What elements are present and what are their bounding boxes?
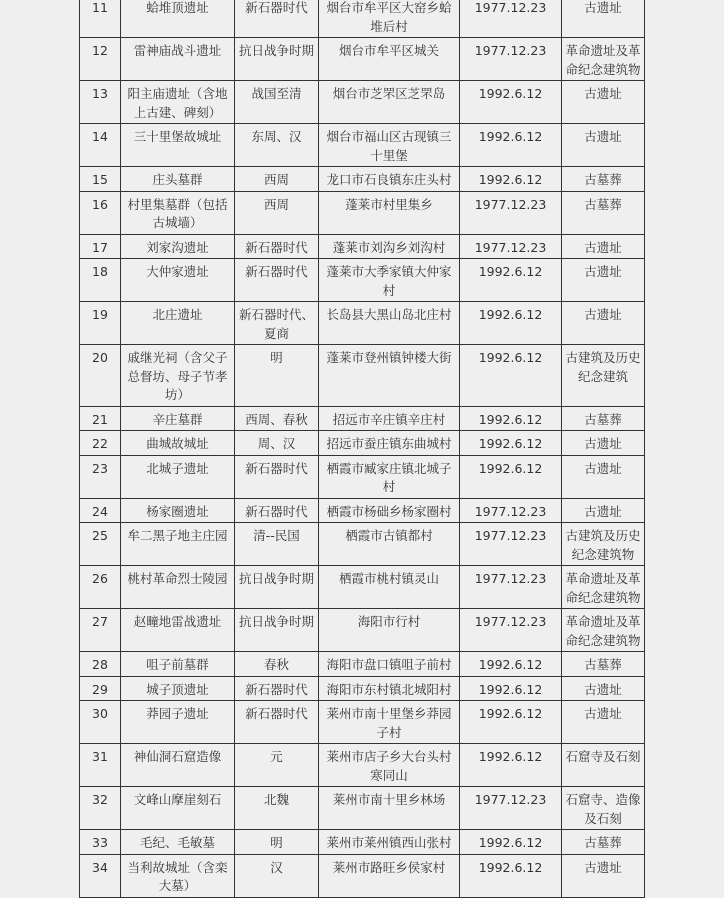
category-cell: 革命遗址及革命纪念建筑物 — [562, 38, 645, 81]
announced-date-cell: 1992.6.12 — [460, 406, 562, 431]
site-name-cell: 阳主庙遗址（含地上古建、碑刻） — [121, 81, 235, 124]
category-cell: 古建筑及历史纪念建筑物 — [562, 523, 645, 566]
table-row — [80, 744, 645, 787]
row-number-cell: 26 — [80, 566, 121, 609]
announced-date-cell: 1992.6.12 — [460, 652, 562, 677]
site-name-cell: 城子顶遗址 — [121, 676, 235, 701]
table-row — [80, 431, 645, 456]
announced-date-cell: 1977.12.23 — [460, 234, 562, 259]
site-name-cell: 蛤堆顶遗址 — [121, 0, 235, 38]
location-cell: 莱州市南十里堡乡莽园子村 — [319, 701, 460, 744]
table-row — [80, 609, 645, 652]
table-row — [80, 455, 645, 498]
table-row — [80, 523, 645, 566]
announced-date-cell: 1992.6.12 — [460, 701, 562, 744]
announced-date-cell: 1992.6.12 — [460, 345, 562, 407]
announced-date-cell: 1977.12.23 — [460, 0, 562, 38]
row-number-cell: 29 — [80, 676, 121, 701]
location-cell: 烟台市福山区古现镇三十里堡 — [319, 124, 460, 167]
announced-date-cell: 1977.12.23 — [460, 38, 562, 81]
row-number-cell: 22 — [80, 431, 121, 456]
row-number-cell: 32 — [80, 787, 121, 830]
announced-date-cell: 1992.6.12 — [460, 455, 562, 498]
announced-date-cell: 1992.6.12 — [460, 124, 562, 167]
category-cell: 古遗址 — [562, 259, 645, 302]
location-cell: 莱州市南十里乡林场 — [319, 787, 460, 830]
location-cell: 烟台市牟平区大窑乡蛤堆后村 — [319, 0, 460, 38]
table-row — [80, 234, 645, 259]
row-number-cell: 23 — [80, 455, 121, 498]
table-row — [80, 406, 645, 431]
site-name-cell: 北庄遗址 — [121, 302, 235, 345]
table-row — [80, 345, 645, 407]
era-cell: 新石器时代 — [235, 234, 319, 259]
announced-date-cell: 1992.6.12 — [460, 81, 562, 124]
row-number-cell: 19 — [80, 302, 121, 345]
row-number-cell: 14 — [80, 124, 121, 167]
announced-date-cell: 1977.12.23 — [460, 609, 562, 652]
category-cell: 古遗址 — [562, 431, 645, 456]
location-cell: 烟台市牟平区城关 — [319, 38, 460, 81]
announced-date-cell: 1992.6.12 — [460, 302, 562, 345]
table-body — [80, 0, 645, 897]
location-cell: 莱州市店子乡大台头村寒同山 — [319, 744, 460, 787]
site-name-cell: 北城子遗址 — [121, 455, 235, 498]
location-cell: 蓬莱市登州镇钟楼大街 — [319, 345, 460, 407]
announced-date-cell: 1992.6.12 — [460, 676, 562, 701]
table-row — [80, 498, 645, 523]
category-cell: 古遗址 — [562, 498, 645, 523]
row-number-cell: 17 — [80, 234, 121, 259]
era-cell: 抗日战争时期 — [235, 38, 319, 81]
table-row — [80, 830, 645, 855]
category-cell: 古遗址 — [562, 701, 645, 744]
row-number-cell: 27 — [80, 609, 121, 652]
category-cell: 古遗址 — [562, 854, 645, 897]
site-name-cell: 村里集墓群（包括古城墙） — [121, 191, 235, 234]
announced-date-cell: 1992.6.12 — [460, 854, 562, 897]
row-number-cell: 24 — [80, 498, 121, 523]
table-row — [80, 167, 645, 192]
announced-date-cell: 1977.12.23 — [460, 787, 562, 830]
era-cell: 新石器时代 — [235, 676, 319, 701]
site-name-cell: 咀子前墓群 — [121, 652, 235, 677]
site-name-cell: 雷神庙战斗遗址 — [121, 38, 235, 81]
announced-date-cell: 1992.6.12 — [460, 744, 562, 787]
category-cell: 古遗址 — [562, 676, 645, 701]
row-number-cell: 12 — [80, 38, 121, 81]
location-cell: 海阳市盘口镇咀子前村 — [319, 652, 460, 677]
location-cell: 栖霞市杨础乡杨家圈村 — [319, 498, 460, 523]
category-cell: 古墓葬 — [562, 406, 645, 431]
announced-date-cell: 1992.6.12 — [460, 830, 562, 855]
table-row — [80, 701, 645, 744]
category-cell: 古墓葬 — [562, 167, 645, 192]
document-page — [79, 0, 644, 893]
site-name-cell: 刘家沟遗址 — [121, 234, 235, 259]
table-row — [80, 124, 645, 167]
era-cell: 东周、汉 — [235, 124, 319, 167]
row-number-cell: 20 — [80, 345, 121, 407]
announced-date-cell: 1977.12.23 — [460, 523, 562, 566]
location-cell: 龙口市石良镇东庄头村 — [319, 167, 460, 192]
category-cell: 古遗址 — [562, 234, 645, 259]
location-cell: 海阳市行村 — [319, 609, 460, 652]
location-cell: 栖霞市臧家庄镇北城子村 — [319, 455, 460, 498]
site-name-cell: 三十里堡故城址 — [121, 124, 235, 167]
site-name-cell: 毛纪、毛敏墓 — [121, 830, 235, 855]
era-cell: 清--民国 — [235, 523, 319, 566]
site-name-cell: 桃村革命烈士陵园 — [121, 566, 235, 609]
table-row — [80, 38, 645, 81]
era-cell: 新石器时代 — [235, 259, 319, 302]
location-cell: 招远市辛庄镇辛庄村 — [319, 406, 460, 431]
era-cell: 北魏 — [235, 787, 319, 830]
site-name-cell: 莽园子遗址 — [121, 701, 235, 744]
announced-date-cell: 1992.6.12 — [460, 259, 562, 302]
location-cell: 蓬莱市村里集乡 — [319, 191, 460, 234]
era-cell: 抗日战争时期 — [235, 566, 319, 609]
category-cell: 古遗址 — [562, 302, 645, 345]
era-cell: 战国至清 — [235, 81, 319, 124]
era-cell: 春秋 — [235, 652, 319, 677]
category-cell: 古建筑及历史纪念建筑 — [562, 345, 645, 407]
location-cell: 莱州市莱州镇西山张村 — [319, 830, 460, 855]
era-cell: 抗日战争时期 — [235, 609, 319, 652]
category-cell: 石窟寺及石刻 — [562, 744, 645, 787]
row-number-cell: 21 — [80, 406, 121, 431]
site-name-cell: 曲城故城址 — [121, 431, 235, 456]
row-number-cell: 11 — [80, 0, 121, 38]
location-cell: 烟台市芝罘区芝罘岛 — [319, 81, 460, 124]
row-number-cell: 33 — [80, 830, 121, 855]
era-cell: 西周 — [235, 191, 319, 234]
category-cell: 古墓葬 — [562, 191, 645, 234]
table-row — [80, 0, 645, 38]
table-row — [80, 259, 645, 302]
era-cell: 新石器时代 — [235, 701, 319, 744]
row-number-cell: 31 — [80, 744, 121, 787]
row-number-cell: 15 — [80, 167, 121, 192]
table-row — [80, 81, 645, 124]
table-row — [80, 676, 645, 701]
table-row — [80, 191, 645, 234]
category-cell: 石窟寺、造像及石刻 — [562, 787, 645, 830]
site-name-cell: 文峰山摩崖刻石 — [121, 787, 235, 830]
site-name-cell: 戚继光祠（含父子总督坊、母子节孝坊） — [121, 345, 235, 407]
heritage-sites-table — [79, 0, 645, 898]
announced-date-cell: 1977.12.23 — [460, 498, 562, 523]
table-row — [80, 854, 645, 897]
category-cell: 古遗址 — [562, 455, 645, 498]
location-cell: 海阳市东村镇北城阳村 — [319, 676, 460, 701]
location-cell: 招远市蚕庄镇东曲城村 — [319, 431, 460, 456]
category-cell: 革命遗址及革命纪念建筑物 — [562, 609, 645, 652]
site-name-cell: 赵疃地雷战遗址 — [121, 609, 235, 652]
category-cell: 古遗址 — [562, 124, 645, 167]
site-name-cell: 辛庄墓群 — [121, 406, 235, 431]
era-cell: 新石器时代 — [235, 0, 319, 38]
location-cell: 莱州市路旺乡侯家村 — [319, 854, 460, 897]
location-cell: 栖霞市古镇都村 — [319, 523, 460, 566]
table-row — [80, 566, 645, 609]
row-number-cell: 13 — [80, 81, 121, 124]
row-number-cell: 16 — [80, 191, 121, 234]
row-number-cell: 30 — [80, 701, 121, 744]
category-cell: 古遗址 — [562, 81, 645, 124]
row-number-cell: 34 — [80, 854, 121, 897]
location-cell: 长岛县大黑山岛北庄村 — [319, 302, 460, 345]
category-cell: 革命遗址及革命纪念建筑物 — [562, 566, 645, 609]
location-cell: 蓬莱市大季家镇大仲家村 — [319, 259, 460, 302]
announced-date-cell: 1977.12.23 — [460, 566, 562, 609]
site-name-cell: 庄头墓群 — [121, 167, 235, 192]
category-cell: 古遗址 — [562, 0, 645, 38]
location-cell: 栖霞市桃村镇灵山 — [319, 566, 460, 609]
era-cell: 周、汉 — [235, 431, 319, 456]
table-row — [80, 302, 645, 345]
site-name-cell: 杨家圈遗址 — [121, 498, 235, 523]
category-cell: 古墓葬 — [562, 830, 645, 855]
era-cell: 汉 — [235, 854, 319, 897]
category-cell: 古墓葬 — [562, 652, 645, 677]
table-row — [80, 787, 645, 830]
era-cell: 新石器时代、夏商 — [235, 302, 319, 345]
site-name-cell: 神仙洞石窟造像 — [121, 744, 235, 787]
announced-date-cell: 1992.6.12 — [460, 431, 562, 456]
row-number-cell: 25 — [80, 523, 121, 566]
era-cell: 西周、春秋 — [235, 406, 319, 431]
announced-date-cell: 1992.6.12 — [460, 167, 562, 192]
era-cell: 元 — [235, 744, 319, 787]
era-cell: 新石器时代 — [235, 498, 319, 523]
location-cell: 蓬莱市刘沟乡刘沟村 — [319, 234, 460, 259]
announced-date-cell: 1977.12.23 — [460, 191, 562, 234]
era-cell: 西周 — [235, 167, 319, 192]
era-cell: 明 — [235, 345, 319, 407]
site-name-cell: 大仲家遗址 — [121, 259, 235, 302]
site-name-cell: 当利故城址（含栾大墓） — [121, 854, 235, 897]
site-name-cell: 牟二黑子地主庄园 — [121, 523, 235, 566]
row-number-cell: 28 — [80, 652, 121, 677]
era-cell: 明 — [235, 830, 319, 855]
row-number-cell: 18 — [80, 259, 121, 302]
table-row — [80, 652, 645, 677]
era-cell: 新石器时代 — [235, 455, 319, 498]
